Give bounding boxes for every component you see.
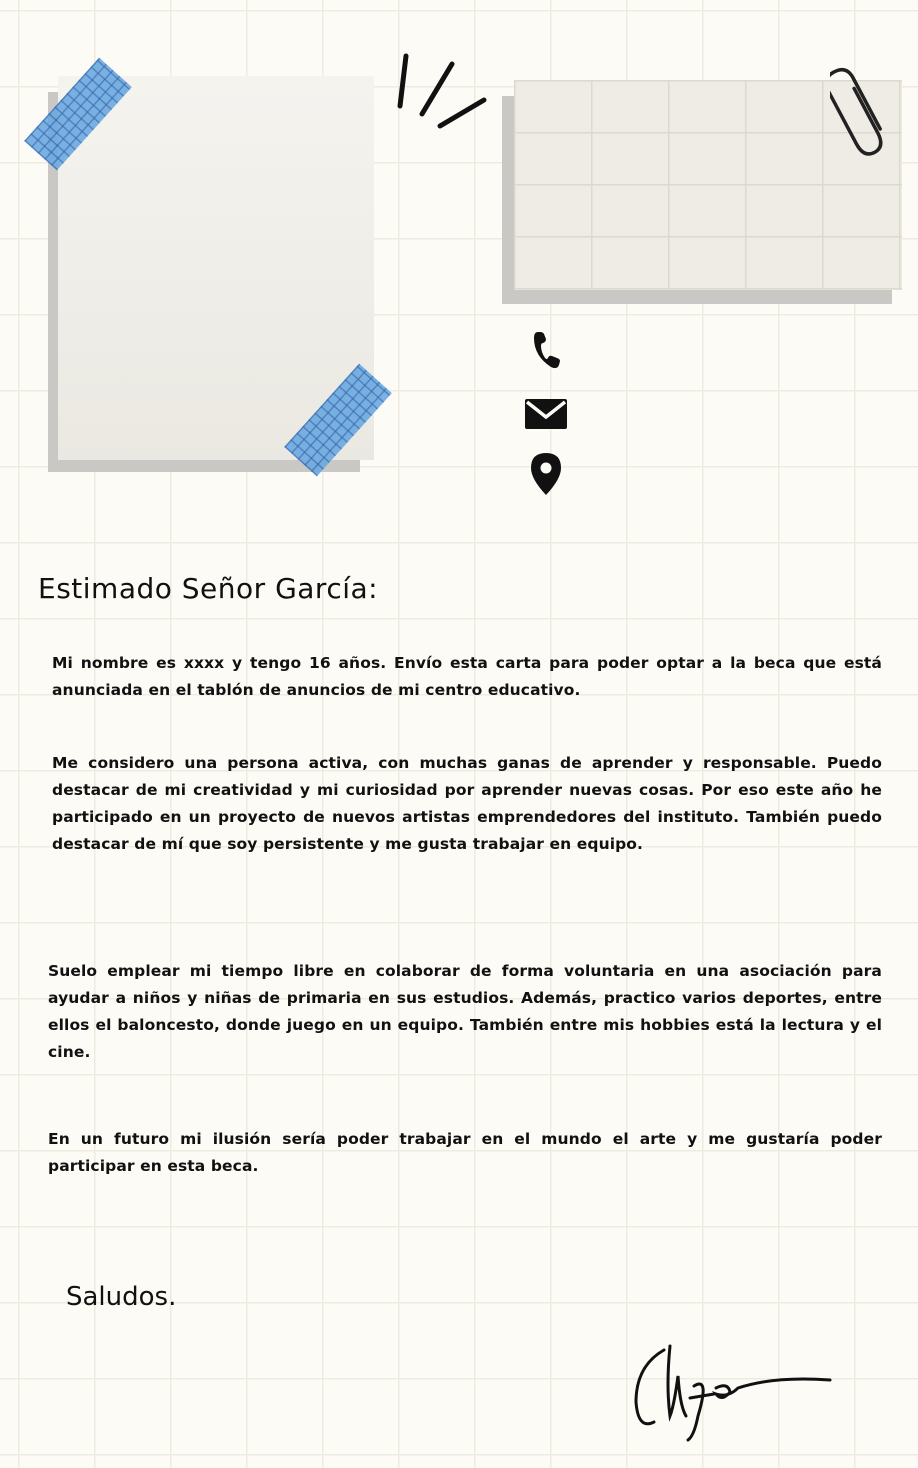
letter-paragraph: Mi nombre es xxxx y tengo 16 años. Envío esta carta para poder optar a la beca que está anunciada en el tablón de anuncios de mi centro educativo. bbox=[52, 654, 882, 699]
phone-icon bbox=[524, 328, 568, 372]
location-pin-icon bbox=[524, 452, 568, 496]
letter-paragraph: Suelo emplear mi tiempo libre en colaborar de forma voluntaria en una asociación para ayudar a niños y niñas de primaria en sus estudios. Además, practico varios deportes, entre ellos el baloncesto, donde juego en un equipo. También entre mis hobbies está la lectura y el cine. bbox=[48, 962, 882, 1061]
paperclip-icon bbox=[830, 58, 890, 162]
letter-paragraph: En un futuro mi ilusión sería poder trabajar en el mundo el arte y me gustaría poder participar en esta beca. bbox=[48, 1130, 882, 1175]
letter-salutation: Estimado Señor García: bbox=[38, 572, 379, 605]
signature bbox=[624, 1336, 844, 1446]
letter-paragraph: Me considero una persona activa, con muchas ganas de aprender y responsable. Puedo destacar de mi creatividad y mi curiosidad por aprender nuevas cosas. Por eso este año he participado en un proyecto de nuevos artistas emprendedores del instituto. También puedo destacar de mí que soy persistente y me gusta trabajar en equipo. bbox=[52, 754, 882, 853]
accent-dashes bbox=[392, 46, 492, 136]
envelope-icon bbox=[524, 392, 568, 436]
letter-closing: Saludos. bbox=[66, 1282, 177, 1312]
